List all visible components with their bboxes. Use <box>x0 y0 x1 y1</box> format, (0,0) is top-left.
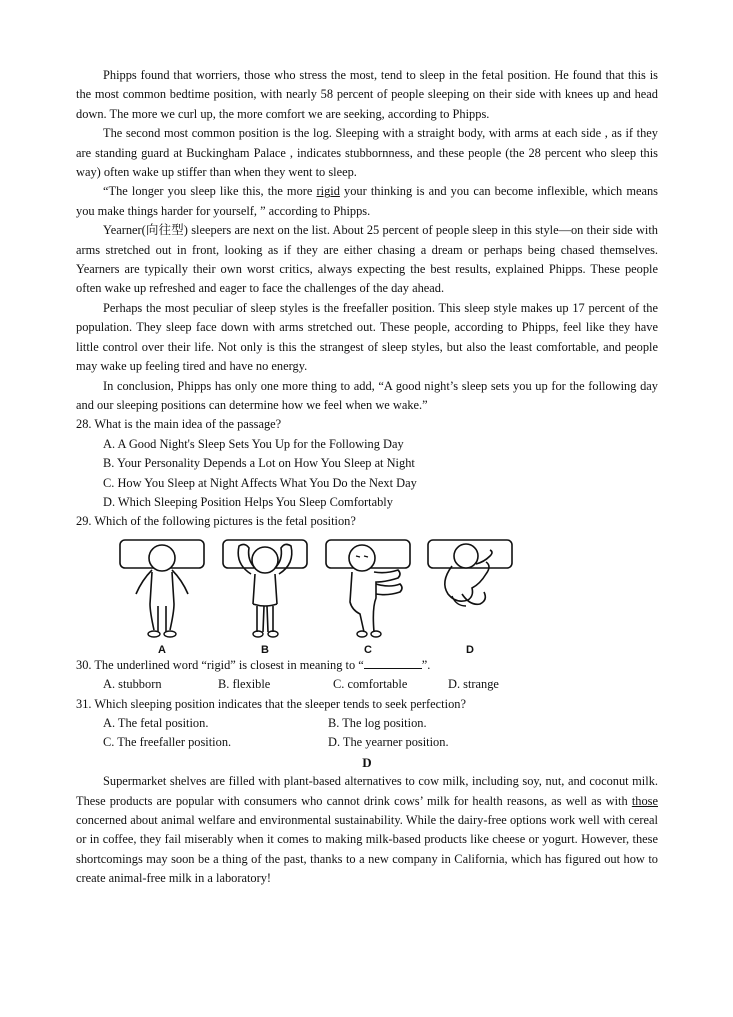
figure-c[interactable] <box>320 534 416 656</box>
fetal-figure-icon <box>422 534 518 642</box>
underlined-word-rigid: rigid <box>316 184 340 199</box>
figure-a-label: A <box>158 643 166 656</box>
arms-up-figure-icon <box>217 534 313 642</box>
question-30-option-b[interactable]: B. flexible <box>218 677 271 692</box>
question-28-option-d[interactable]: D. Which Sleeping Position Helps You Sleep Comfortably <box>103 494 393 509</box>
question-30-options <box>103 675 658 694</box>
figure-b-label: B <box>261 643 269 656</box>
exam-page <box>76 66 658 889</box>
question-31-option-c[interactable]: C. The freefaller position. <box>103 735 232 750</box>
question-31-option-a[interactable]: A. The fetal position. <box>103 715 209 730</box>
question-31-options-row-2 <box>103 733 658 752</box>
answer-blank <box>364 656 422 669</box>
question-31-options-row-1 <box>103 714 658 733</box>
sleep-position-figures <box>76 534 658 656</box>
passage-paragraph-log: The second most common position is the log. Sleeping with a straight body, with arms at each side , as if they are standing guard at Buckingham Palace , indicates stubbornness, and these people (the 28 percent who sleep this way) often wake up stiffer than when they went to sleep. <box>76 126 658 180</box>
figure-a[interactable] <box>114 534 210 656</box>
question-31-stem: 31. Which sleeping position indicates that the sleeper tends to seek perfection? <box>76 696 466 711</box>
section-d-paragraph: Supermarket shelves are filled with plant-based alternatives to cow milk, including soy, nut, and coconut milk. These products are popular with consumers who cannot drink cows’ milk for health reasons, as well as with those concerned about animal welfare and environmental sustainability. While the dairy-free options work well with cereal or in coffee, they fail miserably when it comes to making milk-based products like cheese or yogurt. However, these shortcomings may soon be a thing of the past, thanks to a new company in California, which has figured out how to create animal-free milk in a laboratory! <box>76 774 658 886</box>
passage-paragraph-yearner: Yearner(向往型) sleepers are next on the list. About 25 percent of people sleep in this style—on their side with arms stretched out in front, looking as if they are either chasing a dream or perhaps being chased themselves. Yearners are typically their own worst critics, always expecting the best results, explained Phipps. These people often wake up refreshed and eager to face the challenges of the day ahead. <box>76 223 658 296</box>
question-28-stem: 28. What is the main idea of the passage? <box>76 417 282 432</box>
passage-paragraph-rigid: “The longer you sleep like this, the more rigid your thinking is and you can become inflexible, which means you make things harder for yourself, ” according to Phipps. <box>76 184 658 218</box>
figure-b[interactable] <box>217 534 313 656</box>
figure-d[interactable] <box>422 534 518 656</box>
section-d-heading: D <box>362 754 372 770</box>
question-30-option-a[interactable]: A. stubborn <box>103 677 162 692</box>
figure-d-label: D <box>466 643 474 656</box>
passage-paragraph-conclusion: In conclusion, Phipps has only one more thing to add, “A good night’s sleep sets you up for the following day and our sleeping positions can determine how we feel when we wake.” <box>76 378 658 412</box>
question-30-stem: 30. The underlined word “rigid” is closest in meaning to “ ”. <box>76 657 431 672</box>
question-28-option-a[interactable]: A. A Good Night's Sleep Sets You Up for the Following Day <box>103 436 404 451</box>
question-28-option-b[interactable]: B. Your Personality Depends a Lot on How You Sleep at Night <box>103 456 415 471</box>
question-31-option-d[interactable]: D. The yearner position. <box>328 735 449 750</box>
freefaller-figure-icon <box>114 534 210 642</box>
question-30-option-d[interactable]: D. strange <box>448 677 499 692</box>
yearner-figure-icon <box>320 534 416 642</box>
figure-c-label: C <box>364 643 372 656</box>
question-28-option-c[interactable]: C. How You Sleep at Night Affects What You Do the Next Day <box>103 475 417 490</box>
question-29-stem: 29. Which of the following pictures is the fetal position? <box>76 514 356 529</box>
passage-paragraph-freefaller: Perhaps the most peculiar of sleep styles is the freefaller position. This sleep style makes up 17 percent of the population. They sleep face down with arms stretched out. These people, according to Phipps, feel like they have little control over their life. Not only is this the strangest of sleep styles, but also the least comfortable, and people may wake up feeling tired and have no energy. <box>76 300 658 374</box>
passage-paragraph-fetal: Phipps found that worriers, those who stress the most, tend to sleep in the fetal position. He found that this is the most common bedtime position, with nearly 58 percent of people sleeping on their side with knees up and head down. The more we curl up, the more comfort we are seeking, according to Phipps. <box>76 68 658 121</box>
question-30-option-c[interactable]: C. comfortable <box>333 677 408 692</box>
question-31-option-b[interactable]: B. The log position. <box>328 715 427 730</box>
underlined-word-those: those <box>631 793 658 808</box>
